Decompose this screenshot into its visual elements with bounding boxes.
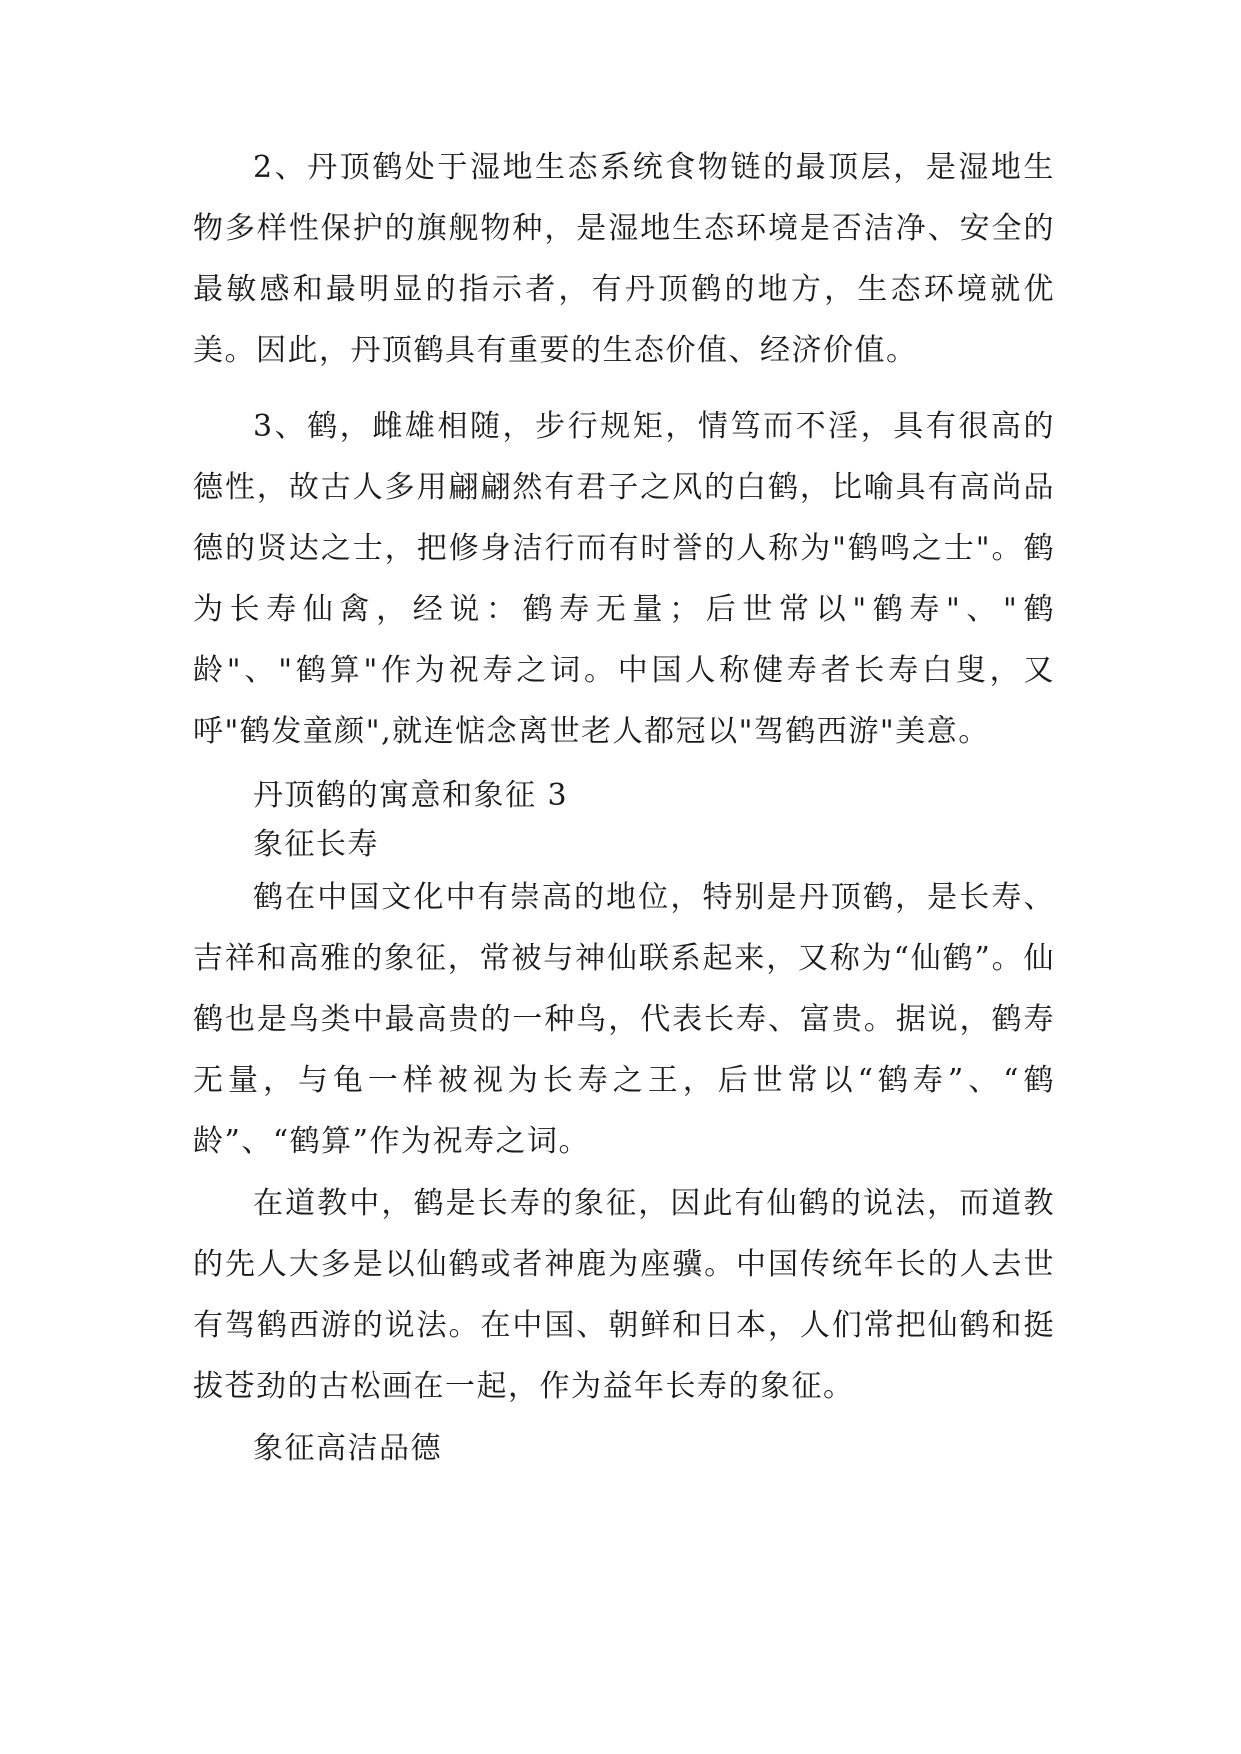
paragraph-longevity-1: 鹤在中国文化中有崇高的地位，特别是丹顶鹤，是长寿、吉祥和高雅的象征，常被与神仙联系起来，又称为“仙鹤”。仙鹤也是鸟类中最高贵的一种鸟，代表长寿、富贵。据说，鹤寿无量，与龟一样被视为长寿之王，后世常以“鹤寿”、“鹤龄”、“鹤算”作为祝寿之词。 (193, 880, 1055, 1159)
section-title: 丹顶鹤的寓意和象征 3 (253, 778, 569, 813)
paragraph-longevity-2: 在道教中，鹤是长寿的象征，因此有仙鹤的说法，而道教的先人大多是以仙鹤或者神鹿为座骥。中国传统年长的人去世有驾鹤西游的说法。在中国、朝鲜和日本，人们常把仙鹤和挺拔苍劲的古松画在一起，作为益年长寿的象征。 (193, 1186, 1055, 1404)
subheading-virtue: 象征高洁品德 (253, 1431, 442, 1466)
paragraph-virtue-history: 3、鹤，雌雄相随，步行规矩，情笃而不淫，具有很高的德性，故古人多用翩翩然有君子之风的白鹤，比喻具有高尚品德的贤达之士，把修身洁行而有时誉的人称为"鹤鸣之士"。鹤为长寿仙禽，经说：鹤寿无量；后世常以"鹤寿"、"鹤龄"、"鹤算"作为祝寿之词。中国人称健寿者长寿白叟，又呼"鹤发童颜",就连惦念离世老人都冠以"驾鹤西游"美意。 (193, 409, 1055, 749)
subheading-longevity: 象征长寿 (253, 827, 379, 862)
paragraph-ecology: 2、丹顶鹤处于湿地生态系统食物链的最顶层，是湿地生物多样性保护的旗舰物种，是湿地生态环境是否洁净、安全的最敏感和最明显的指示者，有丹顶鹤的地方，生态环境就优美。因此，丹顶鹤具有重要的生态价值、经济价值。 (193, 150, 1055, 368)
